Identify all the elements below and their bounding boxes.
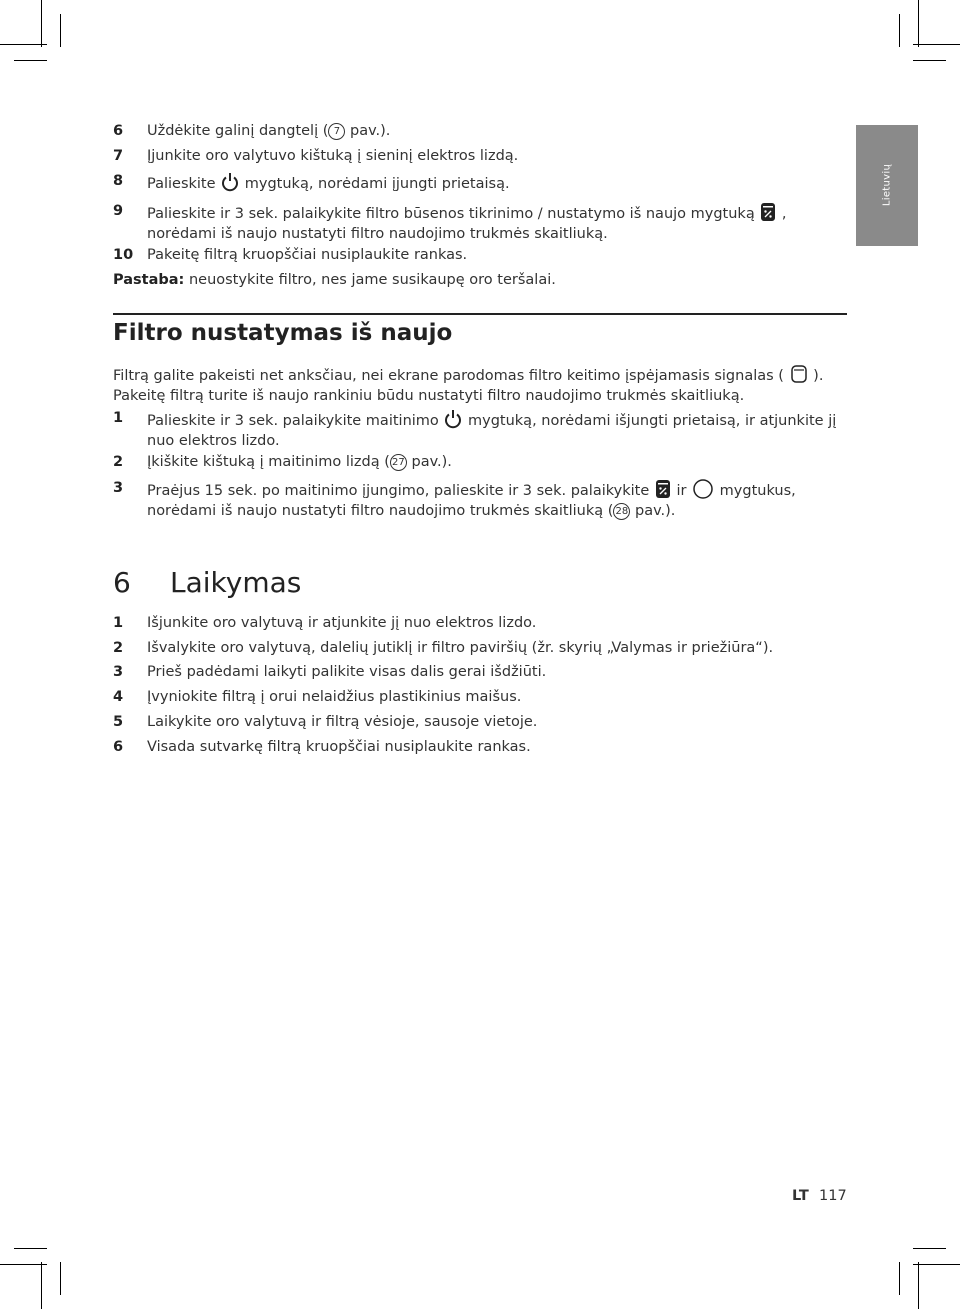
step-text: Palieskite ir 3 sek. palaikykite maitinimo mygtuką, norėdami išjungti prietaisą, ir atjunkite jį nuo elektros lizdo. xyxy=(147,409,847,451)
step-number: 9 xyxy=(113,203,124,219)
step-text: Palieskite ir 3 sek. palaikykite filtro būsenos tikrinimo / nustatymo iš naujo mygtuką , norėdami iš naujo nustatyti filtro naudojimo trukmės skaitliuką. xyxy=(147,202,847,244)
section-title: Filtro nustatymas iš naujo xyxy=(113,320,453,346)
step-number: 2 xyxy=(113,640,124,656)
language-tab-label: Lietuvių xyxy=(881,163,893,207)
crop-mark xyxy=(14,1248,47,1249)
step-number: 10 xyxy=(113,247,134,263)
step-text: Įjunkite oro valytuvo kištuką į sieninį elektros lizdą. xyxy=(147,148,519,164)
step-text: Įkiškite kištuką į maitinimo lizdą ( 27 pav.). xyxy=(147,454,452,470)
section-intro: Filtrą galite pakeisti net anksčiau, nei ekrane parodomas filtro keitimo įspėjamasis signalas ( ). Pakeitę filtrą turite iš naujo rankiniu būdu nustatyti filtro naudojimo trukmės skaitliuką. xyxy=(113,364,847,406)
step-number: 1 xyxy=(113,410,124,426)
note: Pastaba: neuostykite filtro, nes jame susikaupę oro teršalai. xyxy=(113,272,556,288)
step-number: 2 xyxy=(113,454,124,470)
step-text: Laikykite oro valytuvą ir filtrą vėsioje, sausoje vietoje. xyxy=(147,714,538,730)
step-text: Išjunkite oro valytuvą ir atjunkite jį nuo elektros lizdo. xyxy=(147,615,537,631)
step-number: 3 xyxy=(113,480,124,496)
crop-mark xyxy=(913,60,946,61)
step-text: Visada sutvarkę filtrą kruopščiai nusiplaukite rankas. xyxy=(147,739,531,755)
step-number: 4 xyxy=(113,689,124,705)
crop-mark xyxy=(0,44,47,45)
chapter-title: Laikymas xyxy=(170,566,302,599)
crop-mark xyxy=(913,1248,946,1249)
crop-mark xyxy=(14,60,47,61)
step-text: Palieskite mygtuką, norėdami įjungti prietaisą. xyxy=(147,172,847,195)
crop-mark xyxy=(41,1262,42,1309)
step-number: 8 xyxy=(113,173,124,189)
step-text: Praėjus 15 sek. po maitinimo įjungimo, palieskite ir 3 sek. palaikykite ir mygtukus, norėdami iš naujo nustatyti filtro naudojimo trukmės skaitliuką ( 28 pav.). xyxy=(147,479,847,521)
power-icon xyxy=(444,409,462,429)
section-divider xyxy=(113,313,847,315)
step-number: 6 xyxy=(113,739,124,755)
crop-mark xyxy=(899,1262,900,1295)
crop-mark xyxy=(918,0,919,47)
filter-reset-icon xyxy=(760,202,776,222)
moon-icon xyxy=(692,479,714,499)
power-icon xyxy=(221,172,239,192)
crop-mark xyxy=(918,1262,919,1309)
crop-mark xyxy=(60,1262,61,1295)
step-text: Įvyniokite filtrą į orui nelaidžius plastikinius maišus. xyxy=(147,689,522,705)
page-number: 117 xyxy=(819,1188,847,1204)
step-number: 6 xyxy=(113,123,124,139)
step-number: 1 xyxy=(113,615,124,631)
step-text: Pakeitę filtrą kruopščiai nusiplaukite rankas. xyxy=(147,247,468,263)
crop-mark xyxy=(913,1264,960,1265)
figure-ref: 27 xyxy=(390,454,407,471)
language-tab xyxy=(856,125,918,246)
crop-mark xyxy=(0,1264,47,1265)
crop-mark xyxy=(913,44,960,45)
step-text: Prieš padėdami laikyti palikite visas dalis gerai išdžiūti. xyxy=(147,664,547,680)
step-number: 7 xyxy=(113,148,124,164)
footer-language: LT xyxy=(792,1188,809,1204)
filter-icon xyxy=(790,364,808,384)
crop-mark xyxy=(60,14,61,47)
figure-ref: 28 xyxy=(613,503,630,520)
crop-mark xyxy=(41,0,42,47)
step-number: 5 xyxy=(113,714,124,730)
step-number: 3 xyxy=(113,664,124,680)
filter-reset-icon xyxy=(655,479,671,499)
step-text: Uždėkite galinį dangtelį ( 7 pav.). xyxy=(147,123,391,139)
step-text: Išvalykite oro valytuvą, dalelių jutiklį ir filtro paviršių (žr. skyrių „Valymas ir priežiūra“). xyxy=(147,640,774,656)
chapter-number: 6 xyxy=(113,566,131,599)
crop-mark xyxy=(899,14,900,47)
figure-ref: 7 xyxy=(328,123,345,140)
